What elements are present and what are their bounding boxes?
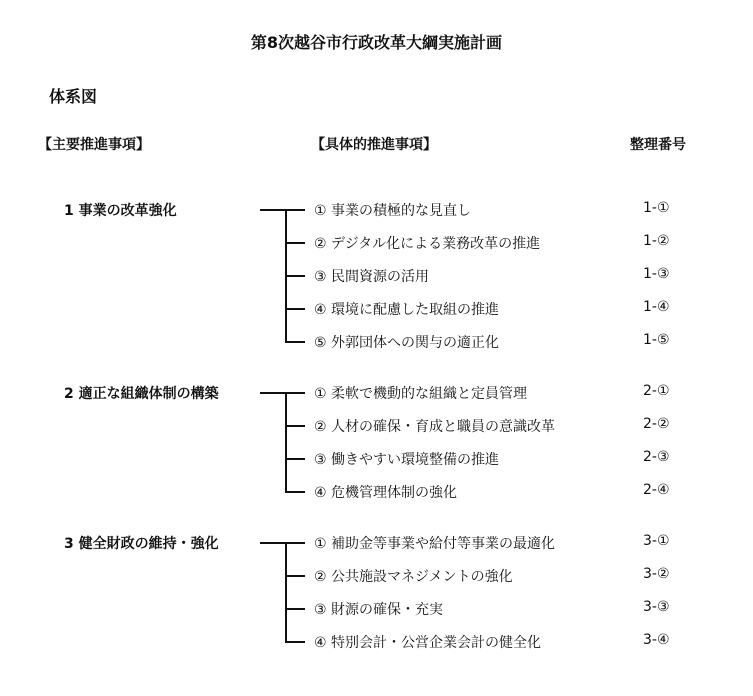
item-code: 3-④ bbox=[643, 632, 670, 648]
list-item: ④ 危機管理体制の強化 bbox=[314, 485, 458, 501]
connector-line bbox=[260, 542, 305, 544]
list-item: ① 事業の積極的な見直し bbox=[314, 203, 472, 219]
group-label: 2 適正な組織体制の構築 bbox=[64, 386, 219, 402]
list-item: ② 人材の確保・育成と職員の意識改革 bbox=[314, 419, 555, 435]
item-code: 3-① bbox=[643, 533, 670, 549]
item-code: 2-① bbox=[643, 383, 670, 399]
item-code: 1-② bbox=[643, 233, 670, 249]
item-code: 1-③ bbox=[643, 266, 670, 282]
connector-line bbox=[285, 275, 305, 277]
item-code: 3-③ bbox=[643, 599, 670, 615]
connector-line bbox=[260, 392, 305, 394]
item-code: 3-② bbox=[643, 566, 670, 582]
section-title: 体系図 bbox=[49, 87, 98, 106]
list-item: ④ 特別会計・公営企業会計の健全化 bbox=[314, 635, 542, 651]
group-label: 3 健全財政の維持・強化 bbox=[64, 536, 219, 552]
item-code: 1-④ bbox=[643, 299, 670, 315]
connector-line bbox=[285, 341, 305, 343]
list-item: ① 補助金等事業や給付等事業の最適化 bbox=[314, 536, 555, 552]
connector-line bbox=[285, 425, 305, 427]
connector-line bbox=[285, 392, 287, 492]
list-item: ④ 環境に配慮した取組の推進 bbox=[314, 302, 500, 318]
list-item: ③ 働きやすい環境整備の推進 bbox=[314, 452, 500, 468]
list-item: ③ 民間資源の活用 bbox=[314, 269, 430, 285]
connector-line bbox=[285, 308, 305, 310]
header-code: 整理番号 bbox=[630, 137, 686, 153]
document-title: 第8次越谷市行政改革大綱実施計画 bbox=[250, 33, 503, 52]
list-item: ③ 財源の確保・充実 bbox=[314, 602, 444, 618]
item-code: 2-② bbox=[643, 416, 670, 432]
item-code: 1-⑤ bbox=[643, 332, 670, 348]
header-main-items: 【主要推進事項】 bbox=[38, 137, 150, 153]
header-specific-items: 【具体的推進事項】 bbox=[311, 137, 437, 153]
connector-line bbox=[285, 242, 305, 244]
list-item: ① 柔軟で機動的な組織と定員管理 bbox=[314, 386, 528, 402]
item-code: 2-④ bbox=[643, 482, 670, 498]
list-item: ② 公共施設マネジメントの強化 bbox=[314, 569, 513, 585]
connector-line bbox=[285, 491, 305, 493]
group-label: 1 事業の改革強化 bbox=[64, 203, 177, 219]
connector-line bbox=[285, 641, 305, 643]
item-code: 2-③ bbox=[643, 449, 670, 465]
list-item: ⑤ 外郭団体への関与の適正化 bbox=[314, 335, 500, 351]
connector-line bbox=[260, 209, 305, 211]
connector-line bbox=[285, 542, 287, 642]
connector-line bbox=[285, 608, 305, 610]
connector-line bbox=[285, 458, 305, 460]
connector-line bbox=[285, 575, 305, 577]
item-code: 1-① bbox=[643, 200, 670, 216]
list-item: ② デジタル化による業務改革の推進 bbox=[314, 236, 541, 252]
